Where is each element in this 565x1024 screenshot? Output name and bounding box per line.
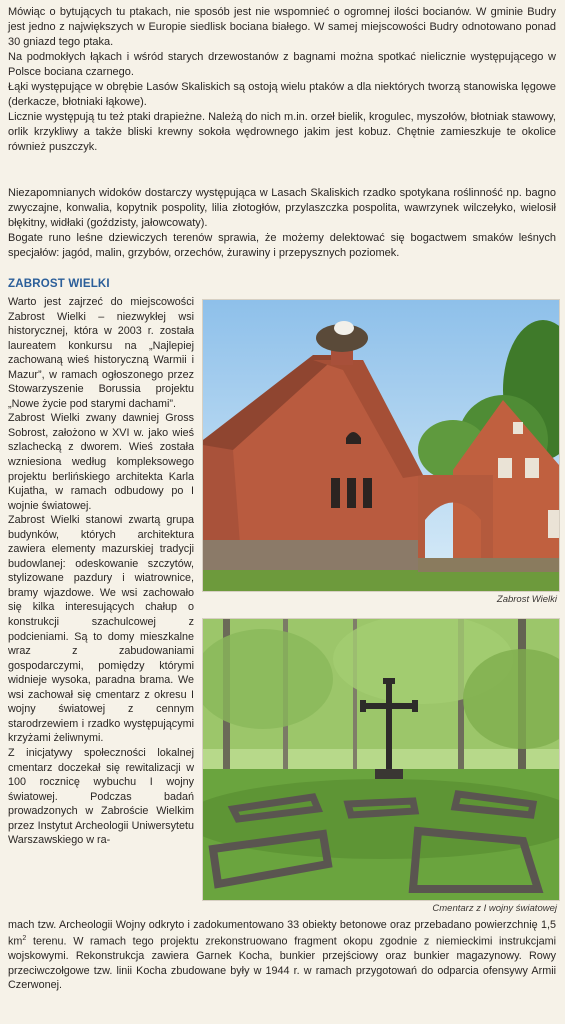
intro-text-block xyxy=(8,5,556,155)
area-unit-superscript: 2 xyxy=(22,935,27,943)
photo-caption-zabrost: Zabrost Wielki xyxy=(496,594,557,605)
left-text-column xyxy=(8,295,194,848)
cemetery-illustration xyxy=(203,619,559,900)
paragraph-raptors: Licznie występują tu też ptaki drapieżne. Należą do nich m.in. orzeł bielik, krogulec, myszołów, błotniak stawowy, orlik krzykliwy a także bliski krewny sokoła wędrownego jakim jest kobuz. Chętnie zamieszkuje te okolice również puszczyk. xyxy=(8,111,556,153)
flora-text-block xyxy=(8,186,556,261)
paragraph-village-architecture: Zabrost Wielki stanowi zwartą grupa budynków, których architektura zawiera elementy mazurskiej tradycji budowlanej: odeskowanie szczytów, stylizowane pazdury i wiatrownice, bramy wjazdowe. We wsi zachowało się kilka interesujących chałup o konstrukcji szachulcowej z podcieniami. Są to domy mieszkalne wraz z zabudowaniami gospodarczymi, pomiędzy którymi widnieje wysoka, paradna brama. We wsi zachował się cmentarz z okresu I wojny światowej z cennym starodrzewiem i rzadko występującymi krzyżami żeliwnymi. xyxy=(8,514,194,745)
paragraph-meadows: Łąki występujące w obrębie Lasów Skaliskich są ostoją wielu ptaków a dla niektórych tworzą stanowiska lęgowe (derkacze, błotniaki łąkowe). xyxy=(8,81,556,108)
section-heading: ZABROST WIELKI xyxy=(8,278,110,290)
bottom-text-block xyxy=(8,918,556,993)
paragraph-flora: Niezapomnianych widoków dostarczy występująca w Lasach Skaliskich rzadko spotykana roślinność np. bagno zwyczajne, konwalia, kopytnik pospolity, lilia złotogłów, przylaszczka pospolita, wawrzynek wilczełyko, wielosił błękitny, widłaki (goździsty, jałowcowaty). xyxy=(8,187,556,229)
paragraph-storks: Mówiąc o bytujących tu ptakach, nie sposób jest nie wspomnieć o ogromnej ilości bocianów. W gminie Budry jest jedno z największych w Europie siedlisk bociana białego. W samej miejscowości Budry odnotowano ponad 30 gniazd tego ptaka. xyxy=(8,6,556,48)
paragraph-black-stork: Na podmokłych łąkach i wśród starych drzewostanów z bagnami można spotkać nielicznie występującego w Polsce bociana czarnego. xyxy=(8,51,556,78)
archaeology-text-start: mach tzw. Archeologii Wojny odkryto i zadokumentowano 33 obiekty betonowe oraz przebadano powierzchnię 1,5 km xyxy=(8,919,556,948)
photo-war-cemetery xyxy=(202,618,560,901)
paragraph-village-intro: Warto jest zajrzeć do miejscowości Zabrost Wielki – niezwykłej wsi historycznej, która w 2003 r. została laureatem konkursu na „Najlepiej zachowaną wieś historyczną Warmii i Mazur”, w ramach ogłoszonego przez Stowarzyszenie Borussia projektu „Nowe życie pod starymi dachami”. xyxy=(8,296,194,410)
paragraph-village-history: Zabrost Wielki zwany dawniej Gross Sobrost, założono w XVI w. jako wieś szlachecką z dworem. Wieś została wzniesiona według kompleksowego projektu berlińskiego architekta Karla Kujatha, w ramach odbudowy po I wojnie światowej. xyxy=(8,412,194,512)
archaeology-text-end: terenu. W ramach tego projektu zrekonstruowano fragment okopu zgodnie z niemieckimi instrukcjami wojskowymi. Rekonstrukcja zawiera Garnek Kocha, bunkier przejściowy oraz bunkier magazynowy. Rowy przeciwczołgowe tzw. linii Kocha zbudowane były w 1944 r. w ramach przygotowań do odparcia ofensywy Armii Czerwonej. xyxy=(8,936,556,992)
paragraph-cemetery: Z inicjatywy społeczności lokalnej cmentarz doczekał się rewitalizacji w 100 rocznicę wybuchu I wojny światowej. Podczas badań prowadzonych w Zabroście Wielkim przez Instytut Archeologii Uniwersytetu Warszawskiego w ra- xyxy=(8,746,194,847)
paragraph-undergrowth: Bogate runo leśne dziewiczych terenów sprawia, że możemy delektować się bogactwem smaków leśnych specjałów: jagód, malin, grzybów, orzechów, żurawiny i przepysznych poziomek. xyxy=(8,232,556,259)
photo-zabrost-wielki xyxy=(202,299,560,592)
photo-caption-cemetery: Cmentarz z I wojny światowej xyxy=(432,903,557,914)
paragraph-archaeology xyxy=(8,918,556,993)
brick-building-illustration xyxy=(203,300,559,591)
